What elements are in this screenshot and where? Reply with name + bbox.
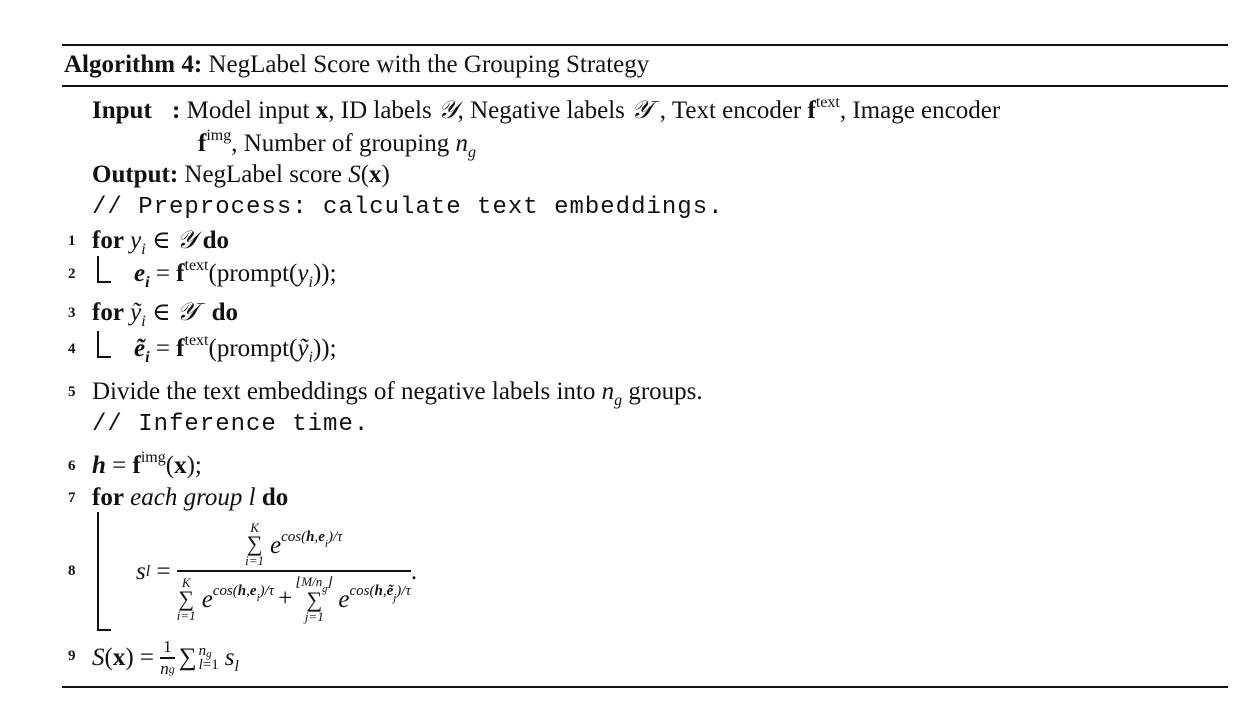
input-text: , Number of grouping [231,130,456,157]
input-separator: : [172,97,181,124]
line-number: 3 [68,305,76,321]
output-separator: : [169,161,179,188]
header-rule [62,85,1228,87]
line-number: 9 [68,648,76,664]
keyword-do: do [211,299,239,326]
input-text: , Image encoder [839,97,1001,124]
block-bar [97,256,99,282]
algorithm-header [64,50,649,80]
input-text: , Negative labels [457,97,632,124]
step-text: each group [130,484,249,511]
output-text: NegLabel score [184,161,349,188]
block-bar [97,512,99,630]
step-1: for $y_i$ ∈ 𝒴 do [92,227,230,258]
algorithm-title: NegLabel Score with the Grouping Strategy [208,51,650,78]
bottom-rule [62,686,1228,688]
line-number: 7 [68,490,76,506]
block-foot [97,281,111,283]
score-fraction: K ∑ i=1 $e^{cos(h,e_i)/\tau}$ K ∑ i=1 $e^{cos(h,e_i)/\tau}$ + $⌊M/n_g⌋$ ∑ j=1 $e^{cos(h,ẽ_j)/\tau}$ [176,520,411,624]
input-text: , Text encoder [659,97,808,124]
keyword-do: do [202,227,230,254]
line-number: 8 [68,563,76,579]
step-7: for each group l do [92,484,289,511]
step-text: (prompt( [208,260,298,287]
step-3: for ỹ$_i$ ∈ 𝒴− do [92,296,239,330]
comment-preprocess: // Preprocess: calculate text embeddings. [92,194,724,221]
output-line: Output: NegLabel score S(x) [92,161,390,188]
input-line-1: Input : Model input x, ID labels 𝒴, Negative labels 𝒴−, Text encoder $f^{text}$, Image encoder [92,94,1001,124]
input-text: Model input [186,97,316,124]
block-foot [97,629,111,631]
step-text: . [410,558,418,585]
input-line-2: $f^{img}$, Number of grouping $n_g$ [198,127,476,161]
step-text: )); [312,260,337,287]
step-5: Divide the text embeddings of negative labels into $n_g$ groups. [92,378,703,409]
line-number: 4 [68,341,76,357]
input-text: , ID labels [328,97,438,124]
mean-fraction: 1 n g [160,637,175,678]
keyword-for: for [92,299,124,326]
algorithm-number: Algorithm 4: [64,51,203,78]
line-number: 1 [68,233,76,249]
line-number: 2 [68,266,76,282]
step-text: (prompt( [208,335,298,362]
step-text: groups. [622,378,703,405]
line-number: 6 [68,458,76,474]
block-foot [97,356,111,358]
comment-inference: // Inference time. [92,411,370,438]
line-number: 5 [68,384,76,400]
output-label: Output [92,161,170,188]
step-4: ẽ$_i$ = $f^{text}(prompt(ỹ_i))$; [134,332,337,366]
keyword-for: for [92,484,124,511]
keyword-for: for [92,227,124,254]
top-rule [62,44,1228,46]
block-bar [97,331,99,357]
step-9: S ( x ) = 1 n g ∑ $n_g$ l=1 $s_l$ [92,637,239,678]
step-text: Divide the text embeddings of negative labels into [92,378,602,405]
keyword-do: do [261,484,289,511]
step-8-formula: s l = K ∑ i=1 $e^{cos(h,e_i)/\tau}$ K ∑ i=1 $e^{cos(h,e_i)/\tau}$ + $⌊M/n_g⌋$ ∑ j=1 $e^{cos(h,ẽ_j)/\tau}$ . [136,520,418,624]
step-6: $h = f^{img}(x)$; [92,449,202,479]
step-text: )); [312,335,337,362]
input-label: Input [92,97,152,124]
step-2: $e_i$ = $f^{text}(prompt(y_i))$; [134,257,337,291]
